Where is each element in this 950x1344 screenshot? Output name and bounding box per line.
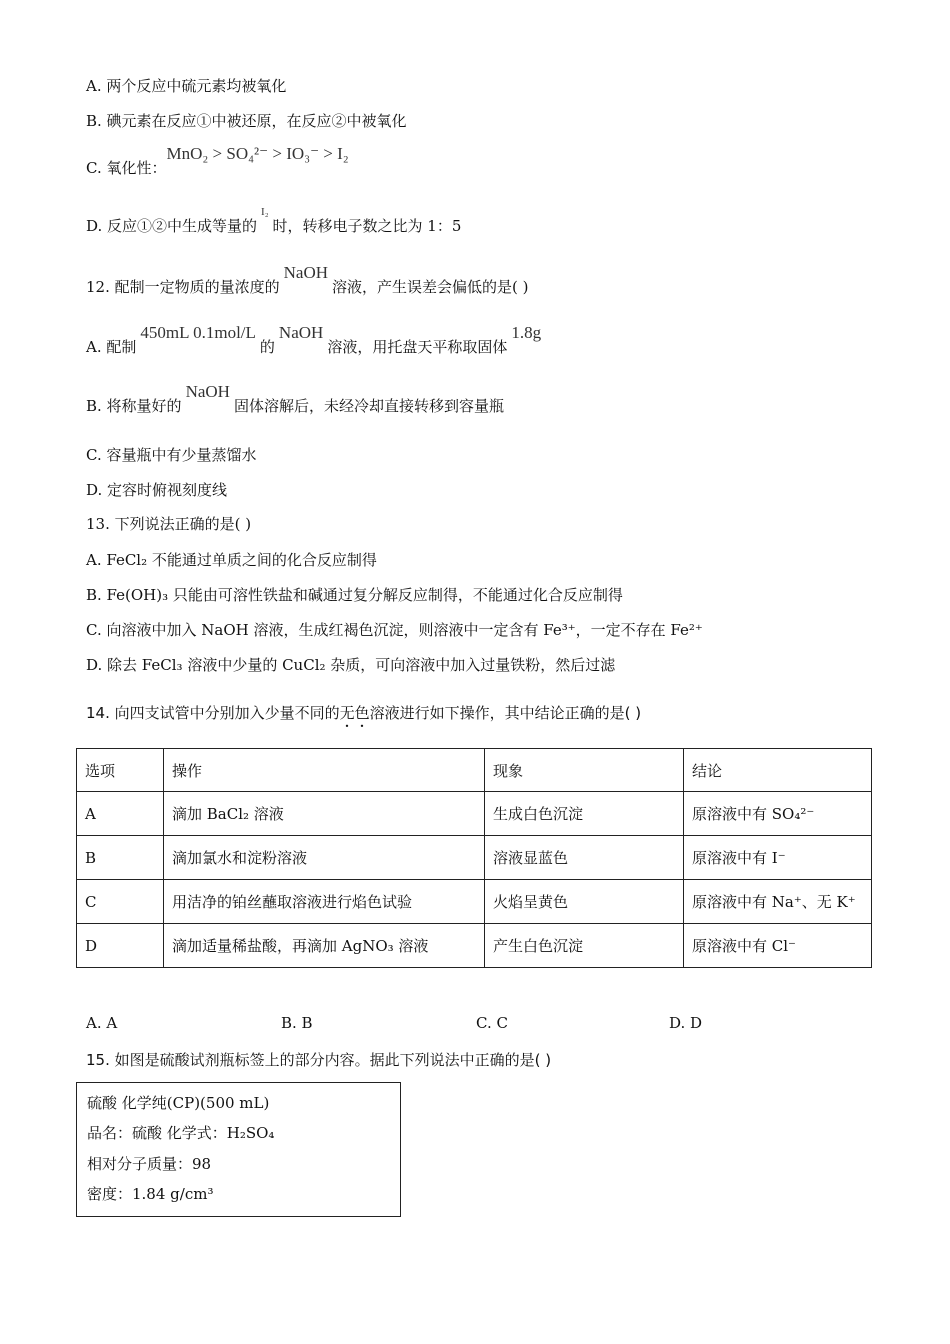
table-cell: 原溶液中有 Cl⁻	[684, 924, 872, 968]
q11-option-c	[86, 144, 349, 178]
q14-stem-prefix: 14. 向四支试管中分别加入少量不同的	[86, 704, 340, 722]
q15-reagent-label	[76, 1082, 401, 1217]
q11-option-d	[86, 206, 462, 238]
q11-option-d-suffix: 时，转移电子数之比为 1：5	[272, 217, 462, 235]
q12-option-b-prefix: B. 将称量好的	[86, 397, 182, 415]
table-cell: A	[77, 792, 164, 836]
q11-option-c-label: C. 氧化性：	[86, 159, 167, 177]
q13-option-d: D. 除去 FeCl₃ 溶液中少量的 CuCl₂ 杂质，可向溶液中加入过量铁粉，然后过滤	[86, 656, 616, 674]
table-cell: 滴加适量稀盐酸，再滴加 AgNO₃ 溶液	[164, 924, 485, 968]
q12-concentration: 450mL 0.1mol/L	[140, 323, 256, 342]
label-line: 密度：1.84 g/cm³	[87, 1185, 214, 1203]
table-cell: 产生白色沉淀	[485, 924, 684, 968]
q11-oxidation-order: MnO₂ > SO₄²⁻ > IO₃⁻ > I₂	[166, 144, 349, 163]
q11-option-d-label: D. 反应①②中生成等量的	[86, 217, 258, 235]
table-cell: 滴加氯水和淀粉溶液	[164, 836, 485, 880]
q14-stem	[86, 703, 641, 731]
q14-stem-emphasis: 无色	[339, 704, 370, 722]
q14-table	[76, 748, 872, 968]
label-line: 品名：硫酸 化学式：H₂SO₄	[87, 1124, 275, 1142]
table-cell: 原溶液中有 I⁻	[684, 836, 872, 880]
q14-option-b: B. B	[281, 1014, 313, 1032]
table-cell: B	[77, 836, 164, 880]
q12-option-b-suffix: 固体溶解后，未经冷却直接转移到容量瓶	[233, 397, 504, 415]
q14-stem-suffix: 溶液进行如下操作，其中结论正确的是( )	[369, 704, 642, 722]
q13-option-b: B. Fe(OH)₃ 只能由可溶性铁盐和碱通过复分解反应制得，不能通过化合反应制得	[86, 586, 623, 604]
q13-stem: 13. 下列说法正确的是( )	[86, 515, 252, 533]
q13-option-a: A. FeCl₂ 不能通过单质之间的化合反应制得	[86, 551, 377, 569]
table-header-cell: 现象	[485, 749, 684, 792]
table-cell: 原溶液中有 SO₄²⁻	[684, 792, 872, 836]
q12-mass: 1.8g	[511, 323, 542, 342]
q12-option-a	[86, 323, 542, 357]
label-line: 硫酸 化学纯(CP)(500 mL)	[87, 1094, 270, 1112]
table-header-cell: 选项	[77, 749, 164, 792]
table-cell: 用洁净的铂丝蘸取溶液进行焰色试验	[164, 880, 485, 924]
q12-option-a-naoh: NaOH	[278, 323, 324, 342]
table-cell: C	[77, 880, 164, 924]
q12-option-c: C. 容量瓶中有少量蒸馏水	[86, 446, 257, 464]
q11-option-b: B. 碘元素在反应①中被还原，在反应②中被氧化	[86, 112, 407, 130]
q14-option-a: A. A	[86, 1014, 118, 1032]
q12-option-a-prefix: A. 配制	[86, 338, 137, 356]
table-cell: 原溶液中有 Na⁺、无 K⁺	[684, 880, 872, 924]
q14-option-d: D. D	[669, 1014, 703, 1032]
q12-option-a-mid1: 的	[259, 338, 275, 356]
q14-option-c: C. C	[476, 1014, 508, 1032]
q12-naoh: NaOH	[283, 263, 329, 282]
q12-option-b-naoh: NaOH	[185, 382, 230, 401]
q11-option-a: A. 两个反应中硫元素均被氧化	[86, 77, 287, 95]
q11-iodine-formula: I₂	[261, 206, 269, 218]
q12-stem	[86, 263, 529, 297]
table-cell: 滴加 BaCl₂ 溶液	[164, 792, 485, 836]
table-cell: 火焰呈黄色	[485, 880, 684, 924]
label-line: 相对分子质量：98	[87, 1155, 212, 1173]
q12-option-d: D. 定容时俯视刻度线	[86, 481, 228, 499]
q12-stem-prefix: 12. 配制一定物质的量浓度的	[86, 278, 280, 296]
table-cell: 生成白色沉淀	[485, 792, 684, 836]
table-row	[77, 792, 872, 836]
q12-option-a-mid2: 溶液，用托盘天平称取固体	[327, 338, 508, 356]
table-header-cell: 操作	[164, 749, 485, 792]
q12-option-b	[86, 382, 504, 416]
table-row	[77, 924, 872, 968]
table-row	[77, 836, 872, 880]
table-row	[77, 880, 872, 924]
table-cell: 溶液显蓝色	[485, 836, 684, 880]
table-header-row	[77, 749, 872, 792]
q12-stem-suffix: 溶液，产生误差会偏低的是( )	[332, 278, 529, 296]
q15-stem: 15. 如图是硫酸试剂瓶标签上的部分内容。据此下列说法中正确的是( )	[86, 1051, 552, 1069]
table-header-cell: 结论	[684, 749, 872, 792]
table-cell: D	[77, 924, 164, 968]
q13-option-c: C. 向溶液中加入 NaOH 溶液，生成红褐色沉淀，则溶液中一定含有 Fe³⁺，一定不存在 Fe²⁺	[86, 621, 703, 639]
